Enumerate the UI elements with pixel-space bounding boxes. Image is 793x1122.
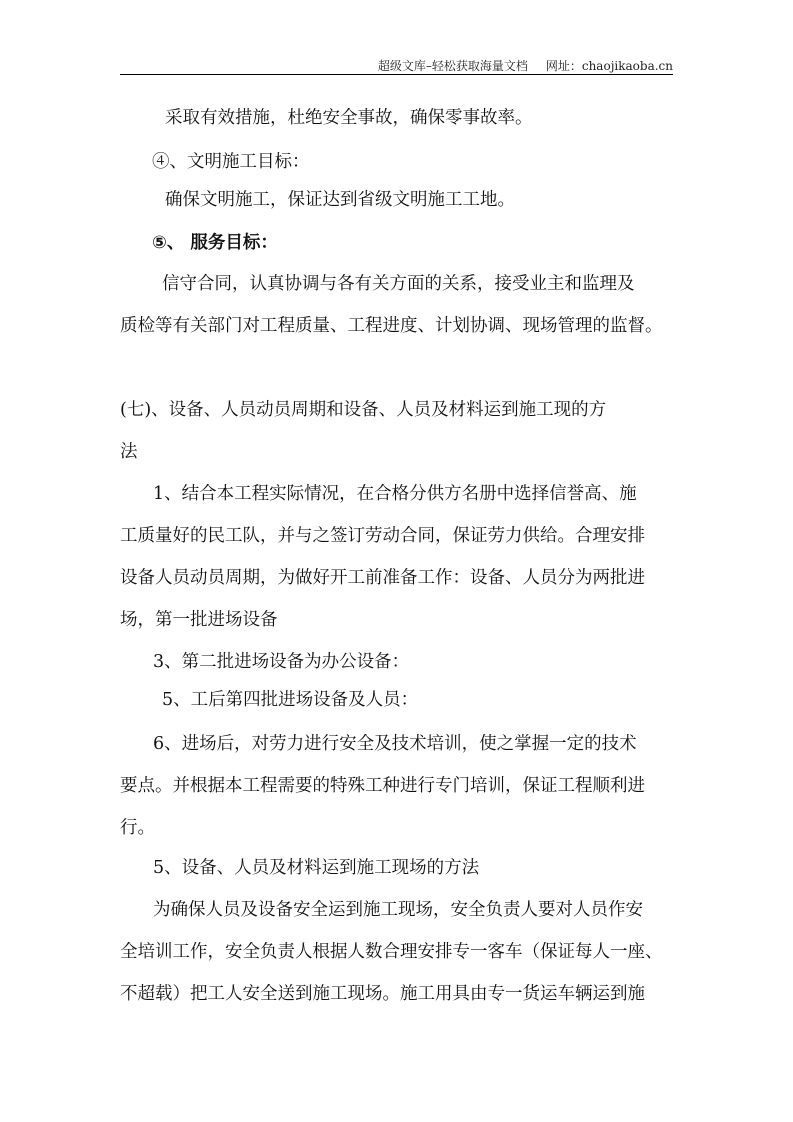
paragraph-line: 信守合同，认真协调与各有关方面的关系，接受业主和监理及 — [162, 274, 635, 294]
paragraph-line: 确保文明施工，保证达到省级文明施工工地。 — [165, 190, 515, 210]
header-url-label: 网址： — [545, 59, 582, 73]
header-divider — [120, 74, 673, 75]
section-heading-civilized-construction: ④、文明施工目标： — [152, 152, 310, 172]
header-url: chaojikaoba.cn — [581, 59, 673, 73]
page-header — [120, 58, 673, 74]
paragraph-line: 场，第一批进场设备 — [120, 610, 278, 630]
paragraph-line: 采取有效措施，杜绝安全事故，确保零事故率。 — [165, 108, 533, 128]
section-heading-mobilization-cont: 法 — [120, 442, 138, 462]
paragraph-line: 工质量好的民工队，并与之签订劳动合同，保证劳力供给。合理安排 — [120, 526, 645, 546]
paragraph-line: 为确保人员及设备安全运到施工现场，安全负责人要对人员作安 — [153, 900, 643, 920]
paragraph-line: 设备人员动员周期，为做好开工前准备工作：设备、人员分为两批进 — [120, 568, 645, 588]
subsection-heading-transport-method: 5、设备、人员及材料运到施工现场的方法 — [153, 858, 480, 878]
paragraph-line: 全培训工作，安全负责人根据人数合理安排专一客车（保证每人一座、 — [120, 942, 663, 962]
section-heading-mobilization: (七)、设备、人员动员周期和设备、人员及材料运到施工现的方 — [120, 400, 607, 420]
paragraph-line: 行。 — [120, 818, 155, 838]
paragraph-line: 5、工后第四批进场设备及人员： — [162, 690, 419, 710]
paragraph-line: 3、第二批进场设备为办公设备： — [153, 652, 410, 672]
paragraph-line: 不超载）把工人安全送到施工现场。施工用具由专一货运车辆运到施 — [120, 984, 645, 1004]
paragraph-line: 6、进场后，对劳力进行安全及技术培训，使之掌握一定的技术 — [153, 734, 637, 754]
section-heading-service-goal: ⑤、 服务目标： — [152, 233, 278, 253]
paragraph-line: 1、结合本工程实际情况，在合格分供方名册中选择信誉高、施 — [153, 484, 637, 504]
paragraph-line: 要点。并根据本工程需要的特殊工种进行专门培训，保证工程顺利进 — [120, 776, 645, 796]
header-site-name: 超级文库–轻松获取海量文档 — [377, 59, 528, 73]
paragraph-line: 质检等有关部门对工程质量、工程进度、计划协调、现场管理的监督。 — [120, 316, 663, 336]
